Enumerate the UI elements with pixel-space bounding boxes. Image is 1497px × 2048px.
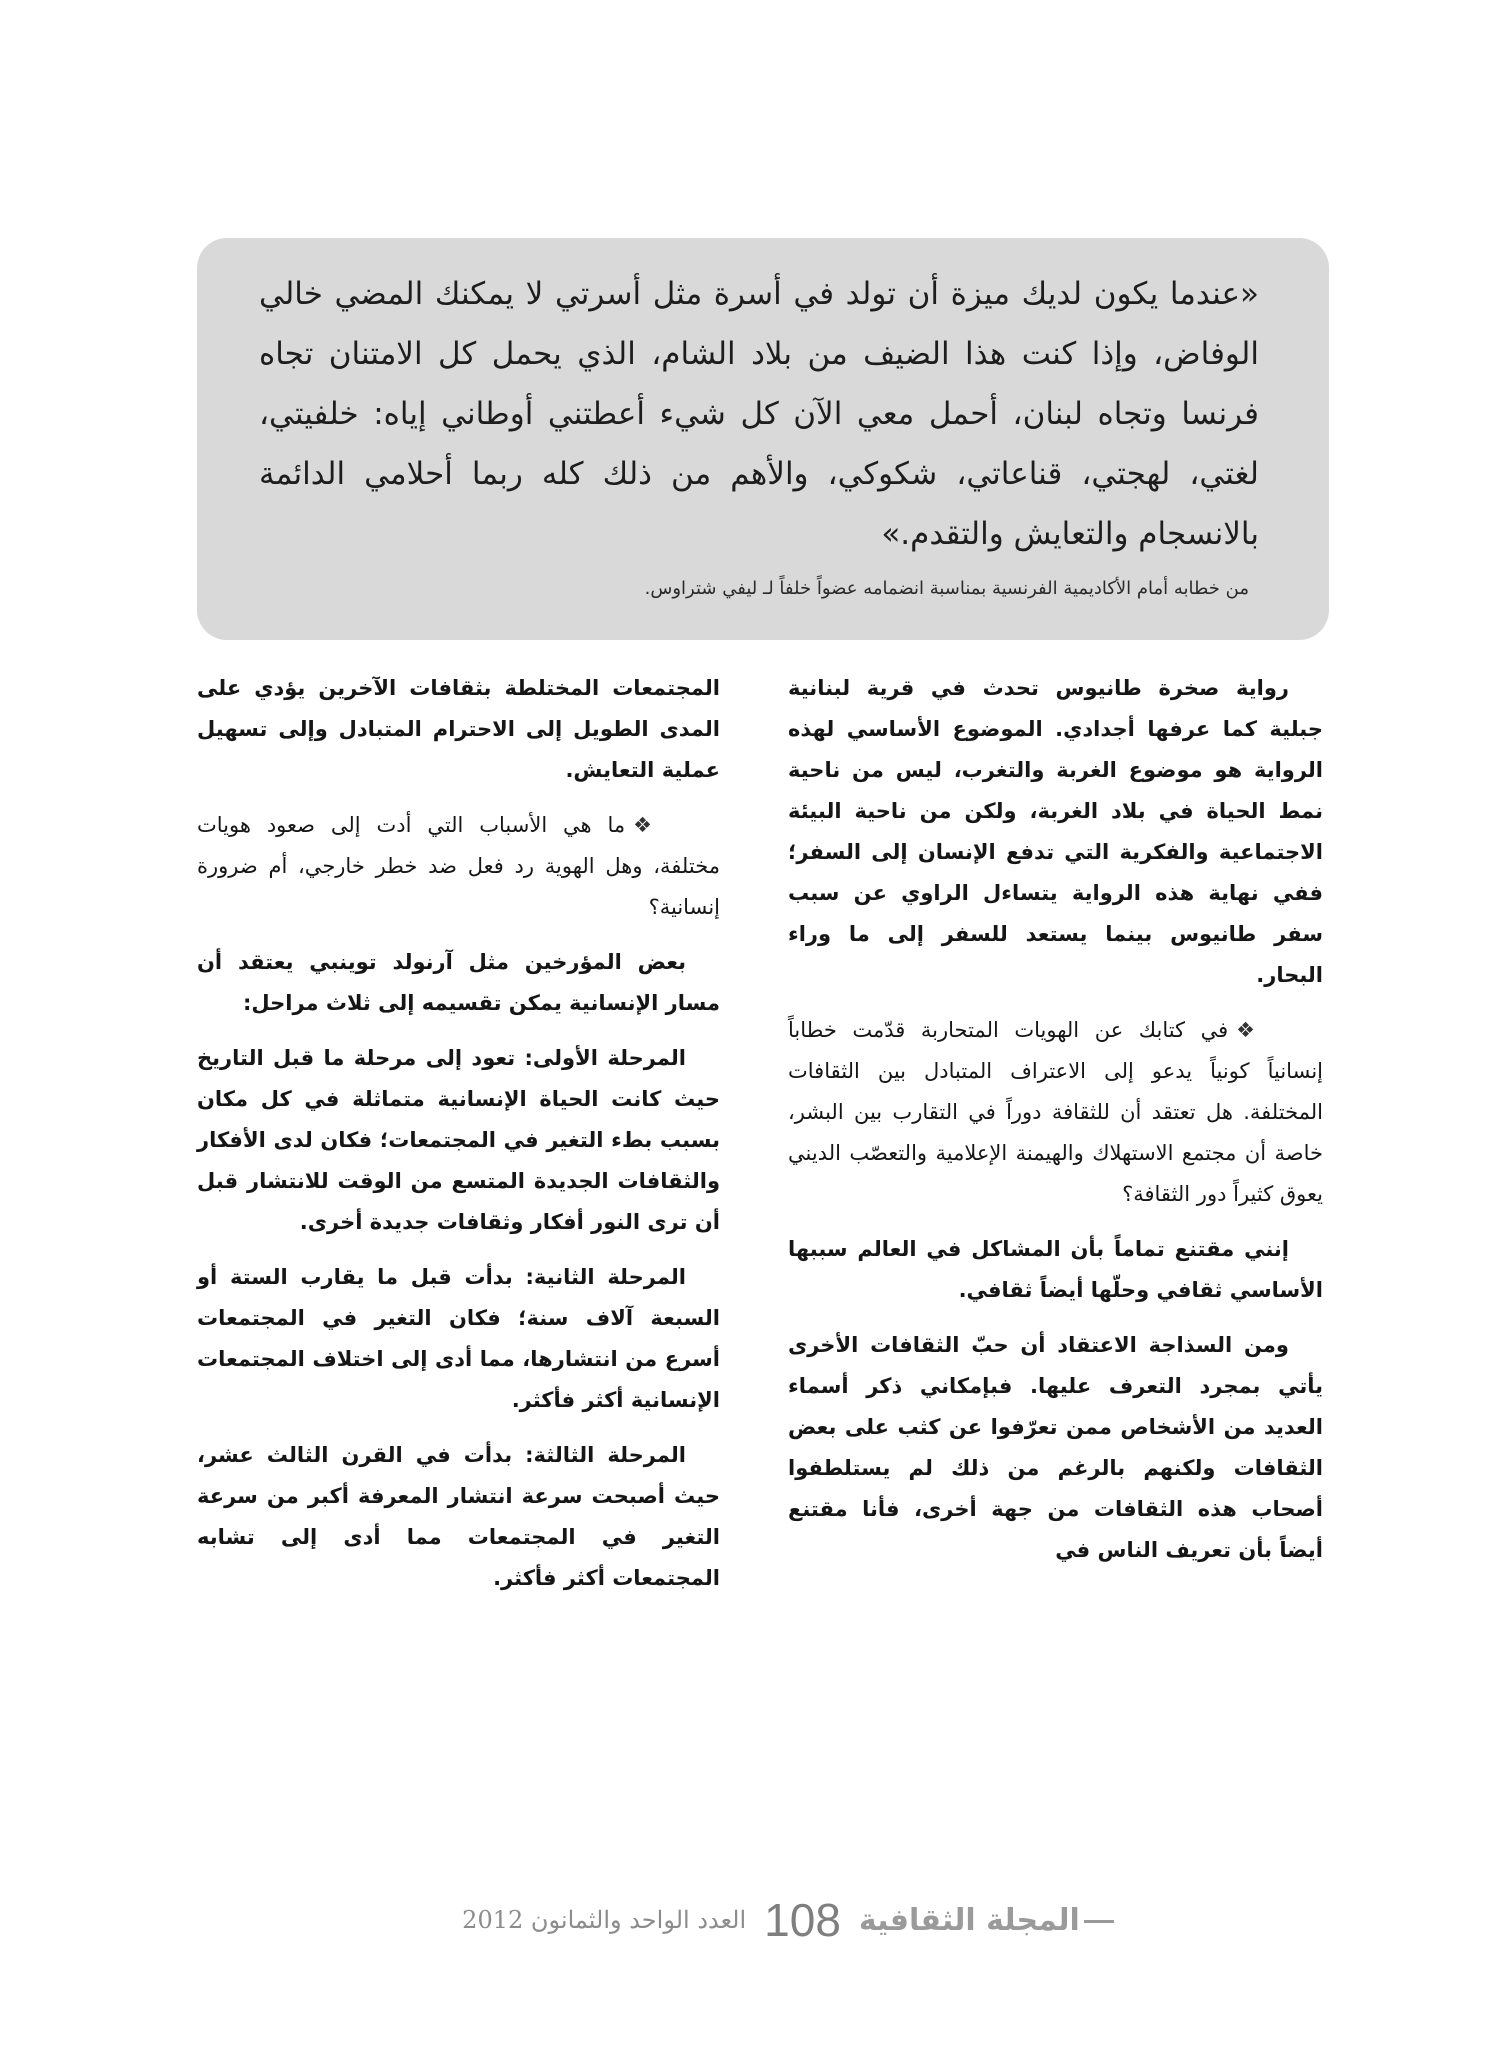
quote-box	[197, 238, 1329, 640]
paragraph: ومن السذاجة الاعتقاد أن حبّ الثقافات الأخرى يأتي بمجرد التعرف عليها. فبإمكاني ذكر أسماء العديد من الأشخاص ممن تعرّفوا عن كثب على بعض الثقافات ولكنهم بالرغم من ذلك لم يستلطفوا أصحاب هذه الثقافات من جهة أخرى، فأنا مقتنع أيضاً بأن تعريف الناس في	[788, 1333, 1323, 1562]
paragraph: المجتمعات المختلطة بثقافات الآخرين يؤدي على المدى الطويل إلى الاحترام المتبادل وإلى تسهيل عملية التعايش.	[197, 676, 720, 782]
quote-text: «عندما يكون لديك ميزة أن تولد في أسرة مثل أسرتي لا يمكنك المضي خالي الوفاض، وإذا كنت هذا الضيف من بلاد الشام، الذي يحمل كل الامتنان تجاه فرنسا وتجاه لبنان، أحمل معي الآن كل شيء أعطتني أوطاني إياه: خلفيتي، لغتي، لهجتي، قناعاتي، شكوكي، والأهم من ذلك كله ربما أحلامي الدائمة بالانسجام والتعايش والتقدم.»	[259, 276, 1259, 552]
paragraph: المرحلة الثالثة: بدأت في القرن الثالث عشر، حيث أصبحت سرعة انتشار المعرفة أكبر من سرعة التغير في المجتمعات مما أدى إلى تشابه المجتمعات أكثر فأكثر.	[197, 1443, 720, 1590]
page-number: 108	[764, 1894, 841, 1946]
paragraph: بعض المؤرخين مثل آرنولد توينبي يعتقد أن مسار الإنسانية يمكن تقسيمه إلى ثلاث مراحل:	[197, 950, 720, 1015]
paragraph: إنني مقتنع تماماً بأن المشاكل في العالم سببها الأساسي ثقافي وحلّها أيضاً ثقافي.	[788, 1237, 1323, 1302]
left-column	[197, 668, 720, 1613]
diamond-bullet-icon: ❖	[633, 813, 652, 837]
paragraph: المرحلة الأولى: تعود إلى مرحلة ما قبل التاريخ حيث كانت الحياة الإنسانية متماثلة في كل مكان بسبب بطء التغير في المجتمعات؛ فكان لدى الأفكار والثقافات الجديدة المتسع من الوقت للانتشار قبل أن ترى النور أفكار وثقافات جديدة أخرى.	[197, 1046, 720, 1234]
question-paragraph	[197, 805, 720, 928]
question-paragraph	[788, 1010, 1323, 1215]
quote-credit: من خطابه أمام الأكاديمية الفرنسية بمناسبة انضمامه عضواً خلفاً لـ ليفي شتراوس.	[644, 578, 1249, 599]
page-footer	[430, 1890, 1150, 1950]
right-column	[788, 668, 1323, 1585]
question-text: ما هي الأسباب التي أدت إلى صعود هويات مختلفة، وهل الهوية رد فعل ضد خطر خارجي، أم ضرورة إنسانية؟	[197, 813, 720, 919]
diamond-bullet-icon: ❖	[1236, 1018, 1255, 1042]
paragraph: رواية صخرة طانيوس تحدث في قرية لبنانية جبلية كما عرفها أجدادي. الموضوع الأساسي لهذه الرواية هو موضوع الغربة والتغرب، ليس من ناحية نمط الحياة في بلاد الغربة، ولكن من ناحية البيئة الاجتماعية والفكرية التي تدفع الإنسان إلى السفر؛ ففي نهاية هذه الرواية يتساءل الراوي عن سبب سفر طانيوس بينما يستعد للسفر إلى ما وراء البحار.	[788, 676, 1323, 987]
question-text: في كتابك عن الهويات المتحاربة قدّمت خطاباً إنسانياً كونياً يدعو إلى الاعتراف المتبادل بين الثقافات المختلفة. هل تعتقد أن للثقافة دوراً في التقارب بين البشر، خاصة أن مجتمع الاستهلاك والهيمنة الإعلامية والتعصّب الديني يعوق كثيراً دور الثقافة؟	[788, 1018, 1323, 1206]
issue-label: العدد الواحد والثمانون 2012	[462, 1906, 747, 1934]
divider	[1084, 1920, 1114, 1923]
paragraph: المرحلة الثانية: بدأت قبل ما يقارب الستة أو السبعة آلاف سنة؛ فكان التغير في المجتمعات أسرع من انتشارها، مما أدى إلى اختلاف المجتمعات الإنسانية أكثر فأكثر.	[197, 1265, 720, 1412]
magazine-name: المجلة الثقافية	[859, 1903, 1118, 1938]
